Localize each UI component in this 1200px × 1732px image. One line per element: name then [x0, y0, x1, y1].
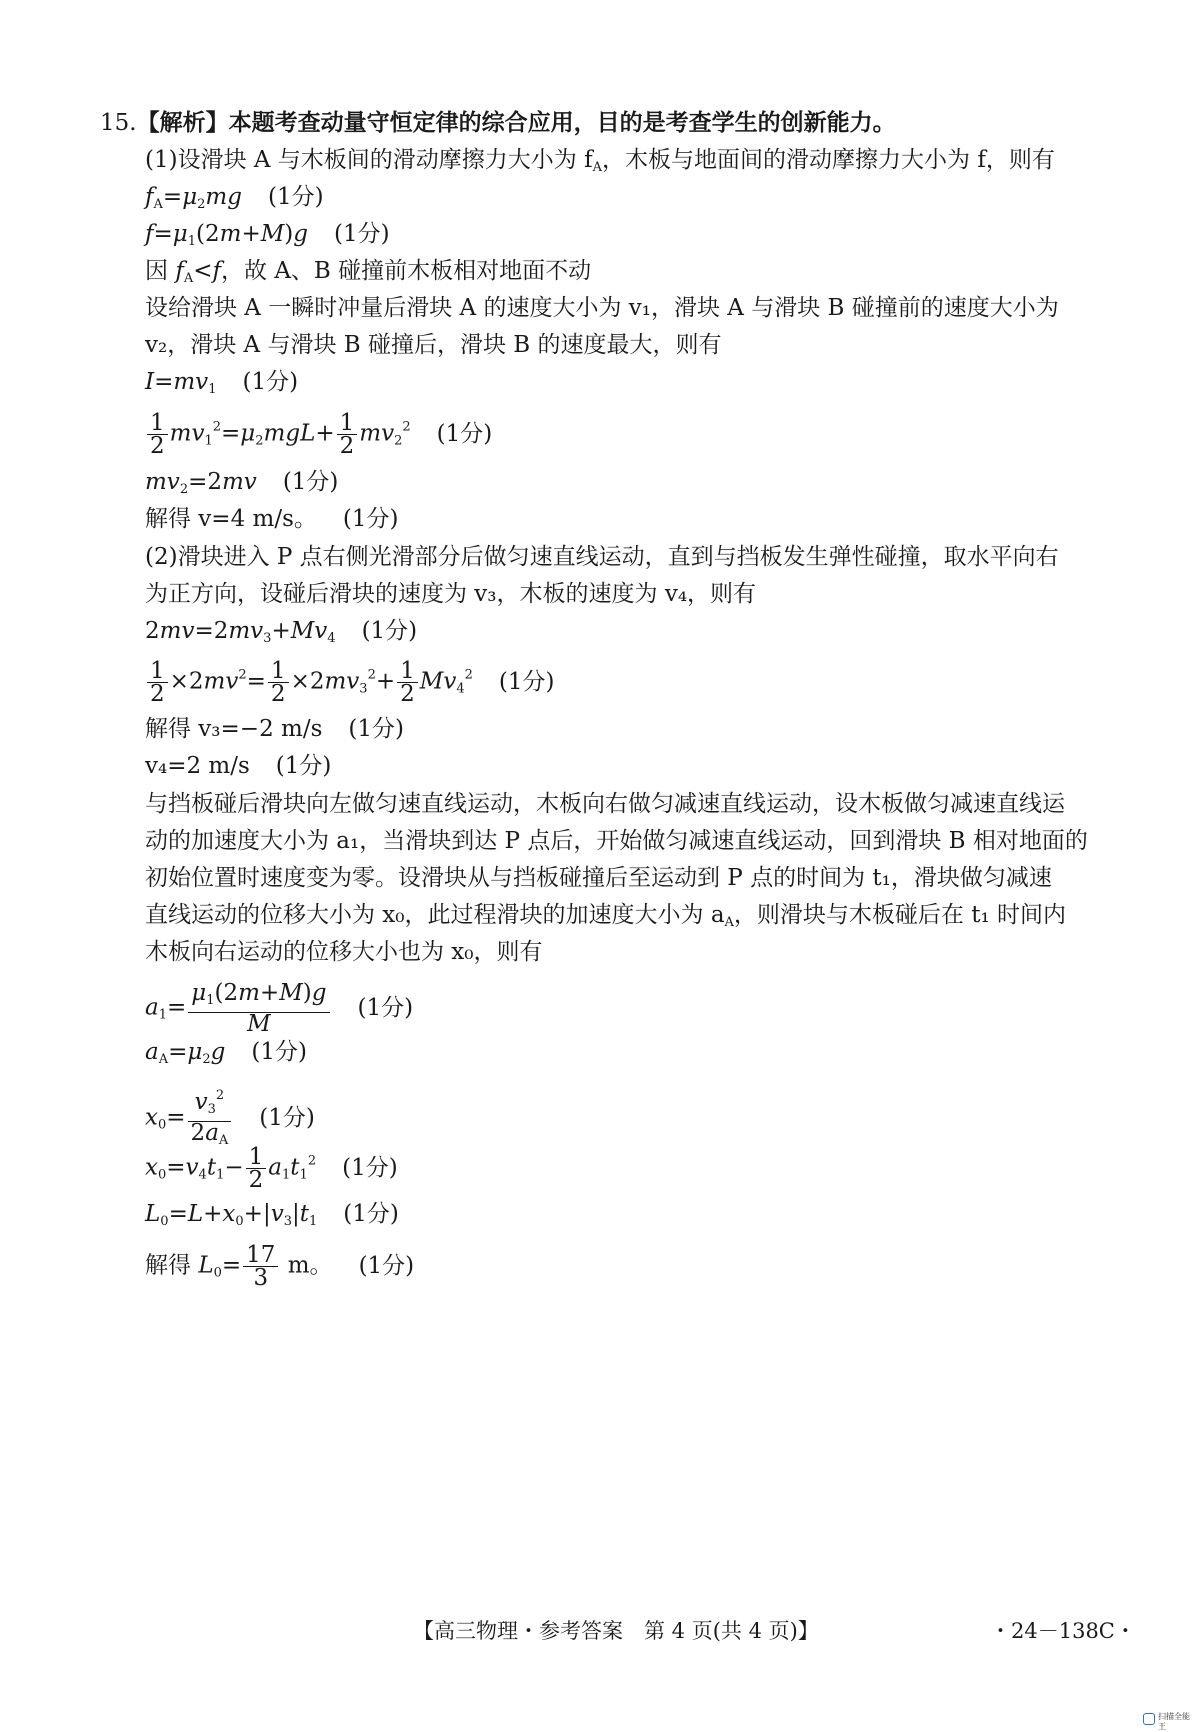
part2-desc-line2: 动的加速度大小为 a₁，当滑块到达 P 点后，开始做匀减速直线运动，回到滑块 B 相对地面的 [145, 828, 1088, 854]
equation-aA: $a_A=\mu_2g$ (1分) [145, 1039, 307, 1067]
footer-code: ・24－138C・ [990, 1619, 1136, 1643]
result-v3: 解得 v₃=−2 m/s (1分) [145, 716, 404, 742]
result-v4: v₄=2 m/s (1分) [145, 753, 332, 779]
part2-desc-line1: 与挡板碰后滑块向左做匀速直线运动，木板向右做匀减速直线运动，设木板做匀减速直线运 [145, 791, 1065, 817]
part2-desc-line3: 初始位置时速度变为零。设滑块从与挡板碰撞后至运动到 P 点的时间为 t₁，滑块做匀减速 [145, 865, 1052, 891]
final-result: 解得 $L_0=$ $\frac{17}{3}$ m。 (1分) [145, 1242, 415, 1291]
equation-L0: $L_0=L+x_0+|v_3|t_1$ (1分) [145, 1201, 399, 1229]
part1-intro: (1)设滑块 A 与木板间的滑动摩擦力大小为 $f_A$，木板与地面间的滑动摩擦力大小为 f，则有 [145, 147, 1055, 175]
part1-setup-line1: 设给滑块 A 一瞬时冲量后滑块 A 的速度大小为 v₁，滑块 A 与滑块 B 碰撞前的速度大小为 [145, 295, 1059, 321]
part1-setup-line2: v₂，滑块 A 与滑块 B 碰撞后，滑块 B 的速度最大，则有 [145, 332, 722, 358]
scanner-logo-icon [1143, 1713, 1155, 1725]
watermark-text: 扫描全能王 [1158, 1712, 1190, 1731]
equation-collision-energy: $\frac{1}{2}$ $\times 2mv^2=$ $\frac{1}{2}$ $\times 2mv_3^2+$ $\frac{1}{2}$ $Mv_4^2$ (1分) [145, 660, 554, 705]
part2-desc-line5: 木板向右运动的位移大小也为 x₀，则有 [145, 939, 543, 965]
comparison-line: 因 $f_A<f$，故 A、B 碰撞前木板相对地面不动 [145, 258, 592, 286]
part1-result: 解得 v=4 m/s。 (1分) [145, 506, 399, 532]
question-heading [100, 108, 896, 138]
equation-impulse: $I=mv_1$ (1分) [145, 369, 299, 397]
part2-desc-line4: 直线运动的位移大小为 x₀，此过程滑块的加速度大小为 $a_A$，则滑块与木板碰后在 t₁ 时间内 [145, 902, 1067, 930]
equation-a1: $a_1=$ $\frac{\mu_1(2m+M)g}{M}$ (1分) [145, 980, 414, 1037]
equation-x0-board: $x_0=v_4t_1-$ $\frac{1}{2}$ $a_1t_1^2$ (1分) [145, 1144, 398, 1193]
scanner-watermark [1143, 1712, 1195, 1731]
equation-friction-ground: $f=\mu_1(2m+M)g$ (1分) [145, 221, 390, 249]
equation-collision-momentum: $2mv=2mv_3+Mv_4$ (1分) [145, 618, 418, 646]
heading-text: 【解析】本题考查动量守恒定律的综合应用，目的是考查学生的创新能力。 [136, 110, 896, 136]
equation-energy: $\frac{1}{2}$ $mv_1^2=\mu_2mgL+$ $\frac{1}{2}$ $mv_2^2$ (1分) [145, 412, 492, 457]
part2-intro-line2: 为正方向，设碰后滑块的速度为 v₃，木板的速度为 v₄，则有 [145, 581, 757, 607]
footer-page-info: 【高三物理・参考答案 第 4 页(共 4 页)】 [413, 1619, 819, 1643]
equation-momentum: $mv_2=2mv$ (1分) [145, 469, 339, 497]
equation-x0-kinematic: $x_0=$ $\frac{v_3^2}{2a_A}$ (1分) [145, 1085, 315, 1152]
part2-intro-line1: (2)滑块进入 P 点右侧光滑部分后做匀速直线运动，直到与挡板发生弹性碰撞，取水平向右 [145, 544, 1059, 570]
question-number: 15. [100, 110, 137, 136]
equation-friction-a: $f_A=\mu_2mg$ (1分) [145, 184, 324, 212]
